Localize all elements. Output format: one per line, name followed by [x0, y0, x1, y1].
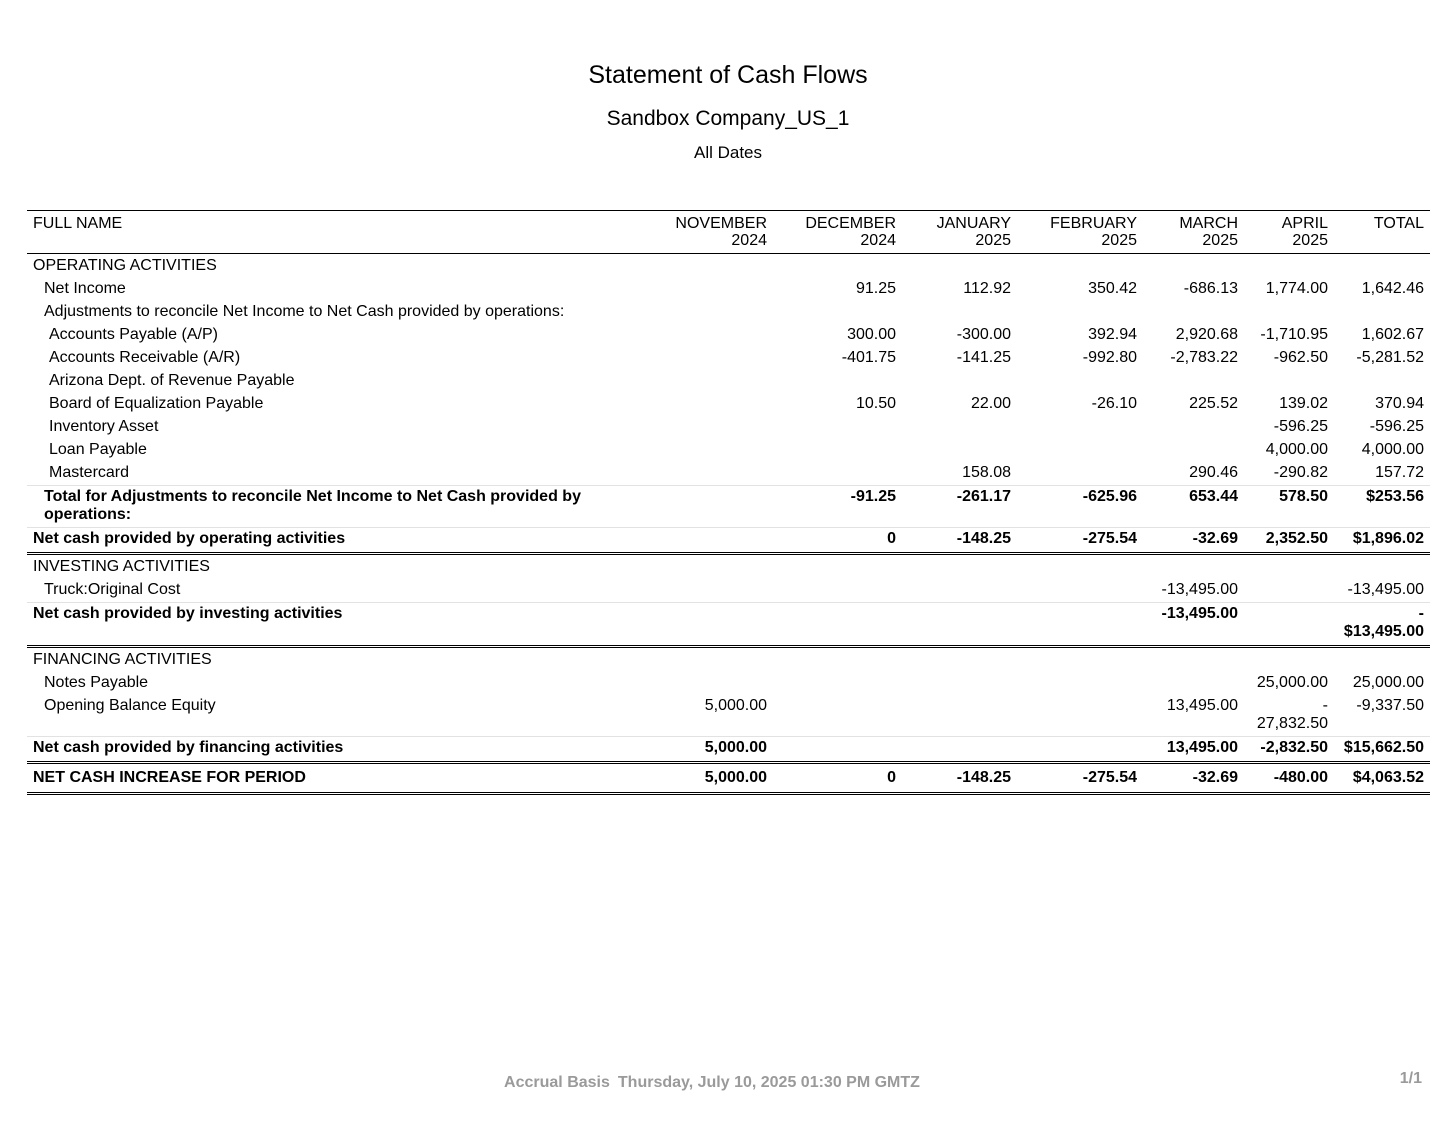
cell-feb[interactable]	[1017, 416, 1143, 439]
report-period: All Dates	[693, 143, 763, 162]
cell-apr[interactable]: 2,352.50	[1244, 528, 1334, 554]
cell-apr[interactable]: 4,000.00	[1265, 441, 1328, 458]
cell-nov[interactable]	[647, 347, 773, 370]
cell-nov[interactable]	[647, 528, 773, 554]
cell-feb[interactable]	[1017, 370, 1143, 393]
cell-nov[interactable]: 5,000.00	[647, 737, 773, 763]
cell-dec[interactable]	[773, 672, 902, 695]
cell-mar[interactable]: 653.44	[1143, 486, 1244, 528]
table-row-net-financing[interactable]	[27, 737, 1430, 763]
cash-flow-table	[27, 210, 1430, 795]
cell-feb[interactable]: -26.10	[1091, 395, 1137, 412]
cell-jan[interactable]: 22.00	[970, 395, 1011, 412]
cell-total[interactable]: 1,602.67	[1361, 326, 1424, 343]
section-row-financing	[27, 647, 1430, 673]
cell-mar[interactable]	[1143, 416, 1244, 439]
cell-jan[interactable]	[902, 579, 1017, 603]
row-label[interactable]: Accounts Payable (A/P)	[49, 326, 218, 343]
cell-feb[interactable]: -992.80	[1082, 349, 1137, 366]
cell-nov[interactable]	[647, 393, 773, 416]
col-header-march-month: MARCH	[1179, 215, 1238, 232]
cell-apr[interactable]: 578.50	[1244, 486, 1334, 528]
row-label[interactable]: Opening Balance Equity	[44, 697, 216, 714]
row-label[interactable]: Notes Payable	[44, 674, 149, 691]
col-header-february-month: FEBRUARY	[1050, 215, 1137, 232]
cell-nov[interactable]	[647, 579, 773, 603]
section-label: INVESTING ACTIVITIES	[33, 558, 210, 575]
cell-jan[interactable]	[902, 603, 1017, 647]
cell-jan[interactable]	[902, 439, 1017, 462]
cell-nov[interactable]	[647, 370, 773, 393]
cell-jan[interactable]	[902, 370, 1017, 393]
cell-feb[interactable]	[1017, 672, 1143, 695]
cell-total[interactable]: 370.94	[1375, 395, 1424, 412]
cell-mar[interactable]: 13,495.00	[1143, 737, 1244, 763]
cell-nov[interactable]: 5,000.00	[704, 697, 767, 714]
col-header-march-year: 2025	[1202, 232, 1238, 249]
row-label[interactable]: Mastercard	[49, 464, 130, 481]
cell-apr[interactable]: 25,000.00	[1256, 674, 1328, 691]
report-timestamp: Thursday, July 10, 2025 01:30 PM GMTZ	[617, 1074, 920, 1091]
row-label[interactable]: Truck:Original Cost	[44, 581, 181, 598]
cell-dec[interactable]	[773, 439, 902, 462]
cell-feb[interactable]	[1017, 737, 1143, 763]
cell-apr[interactable]: -480.00	[1244, 763, 1334, 794]
row-label[interactable]: Board of Equalization Payable	[49, 395, 264, 412]
cell-feb[interactable]	[1017, 579, 1143, 603]
section-label: OPERATING ACTIVITIES	[33, 257, 217, 274]
cell-total[interactable]: 1,642.46	[1361, 280, 1424, 297]
cell-apr[interactable]	[1244, 370, 1334, 393]
cell-mar[interactable]: -32.69	[1143, 763, 1244, 794]
cell-apr[interactable]: 139.02	[1279, 395, 1328, 412]
cell-feb[interactable]: -275.54	[1017, 528, 1143, 554]
cell-mar[interactable]: 2,920.68	[1175, 326, 1238, 343]
cell-feb[interactable]: 392.94	[1088, 326, 1137, 343]
section-label: FINANCING ACTIVITIES	[33, 651, 212, 668]
table-row-net-investing[interactable]	[27, 603, 1430, 647]
cell-mar[interactable]: -686.13	[1183, 280, 1238, 297]
table-row-total-adjustments[interactable]	[27, 486, 1430, 528]
cell-dec[interactable]	[773, 603, 902, 647]
cell-total[interactable]: $1,896.02	[1334, 528, 1430, 554]
table-row-net-income[interactable]	[27, 278, 1430, 301]
cell-dec[interactable]: 0	[773, 763, 902, 794]
cell-total[interactable]	[1334, 370, 1430, 393]
col-header-november[interactable]	[647, 211, 773, 254]
cell-mar[interactable]	[1143, 439, 1244, 462]
row-label[interactable]: Loan Payable	[49, 441, 147, 458]
cell-nov[interactable]	[647, 439, 773, 462]
col-header-december[interactable]	[773, 211, 902, 254]
cell-dec[interactable]	[773, 462, 902, 486]
cell-dec[interactable]	[773, 370, 902, 393]
cell-total[interactable]: 157.72	[1375, 464, 1424, 481]
cell-mar[interactable]: -13,495.00	[1143, 603, 1244, 647]
report-footer	[0, 1074, 1424, 1092]
table-row-accounts-payable[interactable]	[27, 324, 1430, 347]
cell-nov[interactable]	[647, 486, 773, 528]
cell-dec[interactable]: 91.25	[855, 280, 896, 297]
table-header-row	[27, 211, 1430, 254]
row-label[interactable]: Net Income	[44, 280, 126, 297]
cell-nov[interactable]	[647, 672, 773, 695]
cell-jan[interactable]	[902, 672, 1017, 695]
cell-feb[interactable]	[1017, 439, 1143, 462]
cell-feb[interactable]	[1017, 603, 1143, 647]
cell-apr[interactable]: - 27,832.50	[1256, 697, 1328, 732]
cell-mar[interactable]: -32.69	[1143, 528, 1244, 554]
col-header-total[interactable]: TOTAL	[1334, 211, 1430, 254]
cell-apr[interactable]: -2,832.50	[1244, 737, 1334, 763]
cell-nov[interactable]	[647, 324, 773, 347]
cell-jan[interactable]: -148.25	[902, 763, 1017, 794]
cell-jan[interactable]: 158.08	[962, 464, 1011, 481]
table-row-board-equalization[interactable]	[27, 393, 1430, 416]
col-header-february[interactable]	[1017, 211, 1143, 254]
col-header-january-year: 2025	[975, 232, 1011, 249]
col-header-november-month: NOVEMBER	[675, 215, 767, 232]
cell-jan[interactable]	[902, 737, 1017, 763]
cell-dec[interactable]: 0	[773, 528, 902, 554]
table-row-net-operating[interactable]	[27, 528, 1430, 554]
accounting-basis: Accrual Basis	[504, 1074, 610, 1091]
cell-jan[interactable]	[902, 416, 1017, 439]
row-label[interactable]: Net cash provided by investing activities	[27, 603, 647, 647]
cell-mar[interactable]: -2,783.22	[1170, 349, 1238, 366]
table-row-inventory-asset[interactable]	[27, 416, 1430, 439]
cell-total[interactable]: -13,495.00	[1347, 581, 1424, 598]
cell-feb[interactable]: -625.96	[1017, 486, 1143, 528]
cell-nov[interactable]: 5,000.00	[647, 763, 773, 794]
cell-total[interactable]: -596.25	[1369, 418, 1424, 435]
cell-nov[interactable]	[647, 416, 773, 439]
cell-nov[interactable]	[647, 603, 773, 647]
col-header-february-year: 2025	[1101, 232, 1137, 249]
row-label: Adjustments to reconcile Net Income to Net Cash provided by operations:	[44, 303, 565, 320]
row-label[interactable]: Net cash provided by financing activities	[27, 737, 647, 763]
section-row-investing	[27, 554, 1430, 580]
col-header-december-month: DECEMBER	[805, 215, 896, 232]
table-row-arizona-dept[interactable]	[27, 370, 1430, 393]
table-row-truck-cost[interactable]	[27, 579, 1430, 603]
table-row-net-cash-increase[interactable]	[27, 763, 1430, 794]
cell-dec[interactable]: -91.25	[773, 486, 902, 528]
cell-mar[interactable]: 225.52	[1189, 395, 1238, 412]
cell-feb[interactable]	[1017, 695, 1143, 737]
cell-total[interactable]: 25,000.00	[1352, 674, 1424, 691]
col-header-march[interactable]	[1143, 211, 1244, 254]
cell-total[interactable]: $4,063.52	[1334, 763, 1430, 794]
cell-feb[interactable]: 350.42	[1088, 280, 1137, 297]
col-header-april-month: APRIL	[1281, 215, 1328, 232]
cell-dec[interactable]	[773, 737, 902, 763]
col-header-april-year: 2025	[1292, 232, 1328, 249]
table-row-accounts-receivable[interactable]	[27, 347, 1430, 370]
report-title: Statement of Cash Flows	[588, 61, 868, 89]
cell-jan[interactable]: -300.00	[956, 326, 1011, 343]
cell-apr[interactable]	[1244, 579, 1334, 603]
cell-total[interactable]: - $13,495.00	[1334, 603, 1430, 647]
cell-dec[interactable]	[773, 416, 902, 439]
cell-nov[interactable]	[647, 462, 773, 486]
cell-apr[interactable]: -962.50	[1273, 349, 1328, 366]
cell-jan[interactable]: 112.92	[963, 280, 1011, 297]
cell-dec[interactable]	[773, 695, 902, 737]
table-row-mastercard[interactable]	[27, 462, 1430, 486]
cell-mar[interactable]: 290.46	[1189, 464, 1238, 481]
cell-jan[interactable]	[902, 695, 1017, 737]
col-header-full-name[interactable]: FULL NAME	[27, 211, 647, 254]
cell-feb[interactable]	[1017, 462, 1143, 486]
col-header-november-year: 2024	[731, 232, 767, 249]
cell-total[interactable]: -5,281.52	[1356, 349, 1424, 366]
table-row-opening-balance-equity[interactable]	[27, 695, 1430, 737]
cell-jan[interactable]: -148.25	[902, 528, 1017, 554]
cell-mar[interactable]	[1143, 672, 1244, 695]
company-name: Sandbox Company_US_1	[606, 107, 850, 130]
cell-mar[interactable]: 13,495.00	[1166, 697, 1238, 714]
cell-total[interactable]: $15,662.50	[1334, 737, 1430, 763]
cell-apr[interactable]: -290.82	[1273, 464, 1328, 481]
cell-dec[interactable]: -401.75	[841, 349, 896, 366]
cell-total[interactable]: -9,337.50	[1356, 697, 1424, 714]
cell-nov[interactable]	[647, 278, 773, 301]
cell-total[interactable]: $253.56	[1334, 486, 1430, 528]
table-row-notes-payable[interactable]	[27, 672, 1430, 695]
cell-apr[interactable]	[1244, 603, 1334, 647]
table-row-loan-payable[interactable]	[27, 439, 1430, 462]
cell-dec[interactable]: 10.50	[855, 395, 896, 412]
table-row-adjustments-header	[27, 301, 1430, 324]
row-label[interactable]: Inventory Asset	[49, 418, 159, 435]
row-label[interactable]: Arizona Dept. of Revenue Payable	[49, 372, 295, 389]
cell-mar[interactable]: -13,495.00	[1161, 581, 1238, 598]
page-number: 1/1	[1399, 1070, 1422, 1087]
cell-mar[interactable]	[1143, 370, 1244, 393]
cell-total[interactable]: 4,000.00	[1361, 441, 1424, 458]
cell-apr[interactable]: -1,710.95	[1260, 326, 1328, 343]
row-label[interactable]: Total for Adjustments to reconcile Net Income to Net Cash provided by operations:	[27, 486, 647, 528]
cell-jan[interactable]: -141.25	[956, 349, 1011, 366]
row-label[interactable]: Accounts Receivable (A/R)	[49, 349, 241, 366]
row-label[interactable]: Net cash provided by operating activities	[27, 528, 647, 554]
col-header-april[interactable]	[1244, 211, 1334, 254]
col-header-december-year: 2024	[860, 232, 896, 249]
cell-jan[interactable]: -261.17	[902, 486, 1017, 528]
cell-apr[interactable]: 1,774.00	[1265, 280, 1328, 297]
col-header-january-month: JANUARY	[936, 215, 1011, 232]
cell-apr[interactable]: -596.25	[1273, 418, 1328, 435]
section-row-operating	[27, 254, 1430, 279]
row-label[interactable]: NET CASH INCREASE FOR PERIOD	[27, 763, 647, 794]
cell-dec[interactable]	[773, 579, 902, 603]
cell-feb[interactable]: -275.54	[1017, 763, 1143, 794]
col-header-january[interactable]	[902, 211, 1017, 254]
cell-dec[interactable]: 300.00	[847, 326, 896, 343]
